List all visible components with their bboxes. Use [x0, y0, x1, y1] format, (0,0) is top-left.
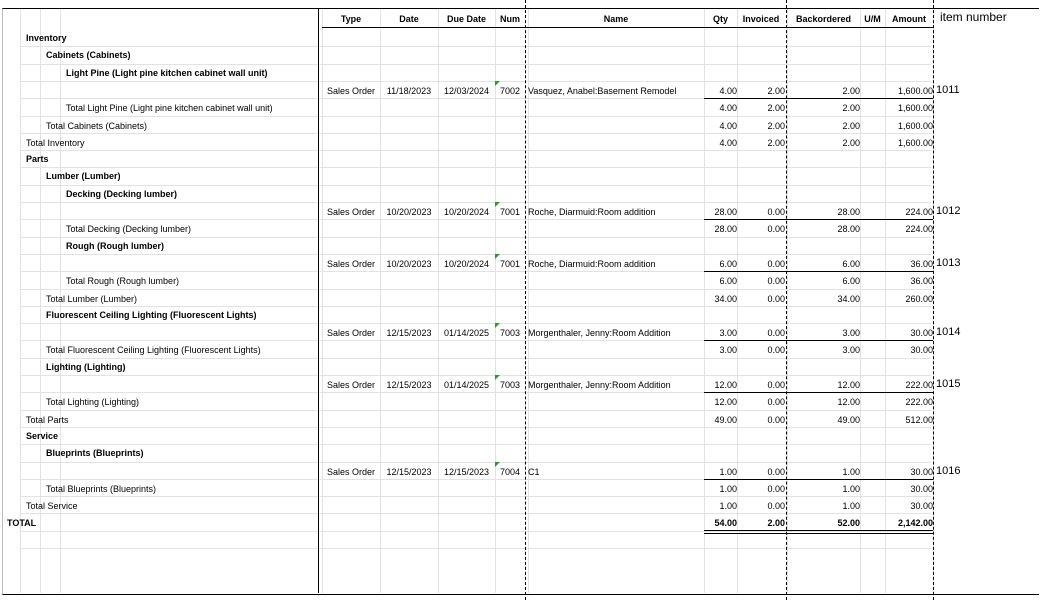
group-label: Blueprints (Blueprints) — [46, 448, 144, 458]
amount-cell: 36.00 — [910, 259, 933, 269]
invoiced-cell: 2.00 — [767, 138, 785, 148]
subtotal-underline — [704, 340, 933, 341]
subtotal-underline — [704, 479, 933, 480]
group-label: Lighting (Lighting) — [46, 362, 126, 372]
name-cell: C1 — [528, 467, 540, 477]
num-cell: 7001 — [499, 207, 521, 217]
cell-note-marker — [495, 462, 500, 467]
qty-cell: 54.00 — [714, 518, 737, 528]
qty-cell: 4.00 — [719, 121, 737, 131]
due-date-cell: 10/20/2024 — [443, 207, 490, 217]
amount-cell: 30.00 — [910, 484, 933, 494]
total-label: Total Cabinets (Cabinets) — [46, 121, 148, 131]
amount-cell: 512.00 — [905, 415, 933, 425]
backordered-cell: 6.00 — [842, 259, 860, 269]
invoiced-cell: 0.00 — [767, 415, 785, 425]
qty-cell: 6.00 — [719, 276, 737, 286]
group-label: Inventory — [26, 33, 67, 43]
backordered-cell: 52.00 — [837, 518, 860, 528]
num-cell: 7001 — [499, 259, 521, 269]
type-cell: Sales Order — [326, 86, 376, 96]
group-label: Cabinets (Cabinets) — [46, 50, 131, 60]
qty-cell: 28.00 — [714, 207, 737, 217]
total-label: Total Inventory — [26, 138, 85, 148]
qty-cell: 3.00 — [719, 328, 737, 338]
date-cell: 10/20/2023 — [386, 259, 432, 269]
qty-cell: 49.00 — [714, 415, 737, 425]
backordered-cell: 3.00 — [842, 345, 860, 355]
item-number-header: item number — [940, 10, 1007, 24]
amount-cell: 30.00 — [910, 467, 933, 477]
invoiced-cell: 2.00 — [767, 86, 785, 96]
type-cell: Sales Order — [326, 259, 376, 269]
backordered-cell: 12.00 — [837, 380, 860, 390]
cell-note-marker — [495, 254, 500, 259]
backordered-cell: 1.00 — [842, 484, 860, 494]
num-header: Num — [500, 14, 520, 24]
name-cell: Roche, Diarmuid:Room addition — [528, 207, 656, 217]
group-label: Decking (Decking lumber) — [66, 189, 178, 199]
qty-cell: 3.00 — [719, 345, 737, 355]
backordered-cell: 34.00 — [837, 294, 860, 304]
group-label: Rough (Rough lumber) — [66, 241, 164, 251]
group-label: Light Pine (Light pine kitchen cabinet wall unit) — [66, 68, 268, 78]
amount-cell: 36.00 — [910, 276, 933, 286]
invoiced-cell: 0.00 — [767, 484, 785, 494]
subtotal-underline — [704, 98, 933, 99]
invoiced-cell: 0.00 — [767, 259, 785, 269]
invoiced-cell: 0.00 — [767, 380, 785, 390]
type-cell: Sales Order — [326, 328, 376, 338]
backordered-cell: 2.00 — [842, 86, 860, 96]
cell-note-marker — [495, 375, 500, 380]
date-cell: 10/20/2023 — [386, 207, 432, 217]
name-cell: Vasquez, Anabel:Basement Remodel — [528, 86, 677, 96]
amount-cell: 1,600.00 — [897, 138, 933, 148]
qty-header: Qty — [712, 14, 728, 24]
qty-cell: 12.00 — [714, 380, 737, 390]
qty-cell: 4.00 — [719, 103, 737, 113]
qty-cell: 1.00 — [719, 501, 737, 511]
group-label: Fluorescent Ceiling Lighting (Fluorescent Lights) — [46, 310, 257, 320]
invoiced-cell: 0.00 — [767, 328, 785, 338]
total-label: Total Light Pine (Light pine kitchen cabinet wall unit) — [66, 103, 273, 113]
amount-cell: 2,142.00 — [897, 518, 933, 528]
item-number-cell: 1015 — [936, 378, 961, 390]
qty-cell: 34.00 — [714, 294, 737, 304]
date-cell: 12/15/2023 — [386, 328, 432, 338]
backordered-cell: 1.00 — [842, 467, 860, 477]
due-date-header: Due Date — [446, 14, 486, 24]
name-cell: Morgenthaler, Jenny:Room Addition — [528, 328, 671, 338]
group-label: Parts — [26, 154, 49, 164]
group-label: Lumber (Lumber) — [46, 171, 121, 181]
name-cell: Roche, Diarmuid:Room addition — [528, 259, 656, 269]
amount-cell: 224.00 — [905, 207, 933, 217]
amount-cell: 224.00 — [905, 224, 933, 234]
backordered-cell: 3.00 — [842, 328, 860, 338]
due-date-cell: 10/20/2024 — [443, 259, 490, 269]
invoiced-cell: 0.00 — [767, 276, 785, 286]
backordered-cell: 28.00 — [837, 224, 860, 234]
amount-cell: 222.00 — [905, 397, 933, 407]
backordered-cell: 2.00 — [842, 121, 860, 131]
name-header: Name — [603, 14, 629, 24]
item-number-cell: 1012 — [936, 205, 961, 217]
due-date-cell: 12/15/2023 — [443, 467, 490, 477]
invoiced-cell: 0.00 — [767, 207, 785, 217]
invoiced-cell: 2.00 — [767, 518, 785, 528]
total-label: Total Blueprints (Blueprints) — [46, 484, 157, 494]
qty-cell: 4.00 — [719, 138, 737, 148]
type-cell: Sales Order — [326, 207, 376, 217]
grand-total-label: TOTAL — [7, 518, 37, 528]
amount-cell: 1,600.00 — [897, 86, 933, 96]
total-label: Total Lighting (Lighting) — [46, 397, 140, 407]
num-cell: 7004 — [499, 467, 521, 477]
cell-note-marker — [495, 323, 500, 328]
backordered-cell: 28.00 — [837, 207, 860, 217]
backordered-cell: 1.00 — [842, 501, 860, 511]
invoiced-cell: 0.00 — [767, 224, 785, 234]
cell-note-marker — [495, 81, 500, 86]
date-cell: 12/15/2023 — [386, 467, 432, 477]
invoiced-cell: 0.00 — [767, 501, 785, 511]
type-cell: Sales Order — [326, 467, 376, 477]
total-label: Total Decking (Decking lumber) — [66, 224, 192, 234]
subtotal-underline — [704, 219, 933, 220]
date-cell: 11/18/2023 — [386, 86, 432, 96]
backordered-cell: 2.00 — [842, 103, 860, 113]
date-cell: 12/15/2023 — [386, 380, 432, 390]
backordered-cell: 49.00 — [837, 415, 860, 425]
amount-cell: 30.00 — [910, 345, 933, 355]
type-header: Type — [340, 14, 362, 24]
qty-cell: 1.00 — [719, 467, 737, 477]
date-header: Date — [399, 14, 419, 24]
item-number-cell: 1014 — [936, 326, 961, 338]
qty-cell: 1.00 — [719, 484, 737, 494]
invoiced-cell: 0.00 — [767, 294, 785, 304]
invoiced-cell: 0.00 — [767, 345, 785, 355]
group-label: Service — [26, 431, 59, 441]
due-date-cell: 12/03/2024 — [443, 86, 490, 96]
item-number-cell: 1016 — [936, 465, 961, 477]
total-label: Total Fluorescent Ceiling Lighting (Fluorescent Lights) — [46, 345, 261, 355]
backordered-cell: 12.00 — [837, 397, 860, 407]
header-underline — [322, 27, 933, 28]
num-cell: 7002 — [499, 86, 521, 96]
amount-cell: 222.00 — [905, 380, 933, 390]
due-date-cell: 01/14/2025 — [443, 328, 490, 338]
num-cell: 7003 — [499, 328, 521, 338]
amount-cell: 1,600.00 — [897, 103, 933, 113]
amount-cell: 30.00 — [910, 501, 933, 511]
invoiced-header: Invoiced — [742, 14, 780, 24]
type-cell: Sales Order — [326, 380, 376, 390]
qty-cell: 28.00 — [714, 224, 737, 234]
backordered-header: Backordered — [795, 14, 852, 24]
invoiced-cell: 0.00 — [767, 397, 785, 407]
backordered-cell: 6.00 — [842, 276, 860, 286]
backordered-cell: 2.00 — [842, 138, 860, 148]
amount-cell: 30.00 — [910, 328, 933, 338]
invoiced-cell: 2.00 — [767, 121, 785, 131]
qty-cell: 6.00 — [719, 259, 737, 269]
total-label: Total Lumber (Lumber) — [46, 294, 138, 304]
amount-header: Amount — [892, 14, 926, 24]
invoiced-cell: 0.00 — [767, 467, 785, 477]
amount-cell: 1,600.00 — [897, 121, 933, 131]
um-header: U/M — [864, 14, 881, 24]
item-number-cell: 1013 — [936, 257, 961, 269]
grand-total-double-underline — [704, 530, 933, 534]
qty-cell: 4.00 — [719, 86, 737, 96]
invoiced-cell: 2.00 — [767, 103, 785, 113]
subtotal-underline — [704, 271, 933, 272]
cell-note-marker — [495, 202, 500, 207]
total-label: Total Service — [26, 501, 78, 511]
item-number-cell: 1011 — [936, 84, 960, 96]
total-label: Total Rough (Rough lumber) — [66, 276, 180, 286]
due-date-cell: 01/14/2025 — [443, 380, 490, 390]
num-cell: 7003 — [499, 380, 521, 390]
name-cell: Morgenthaler, Jenny:Room Addition — [528, 380, 671, 390]
subtotal-underline — [704, 392, 933, 393]
total-label: Total Parts — [26, 415, 69, 425]
amount-cell: 260.00 — [905, 294, 933, 304]
qty-cell: 12.00 — [714, 397, 737, 407]
